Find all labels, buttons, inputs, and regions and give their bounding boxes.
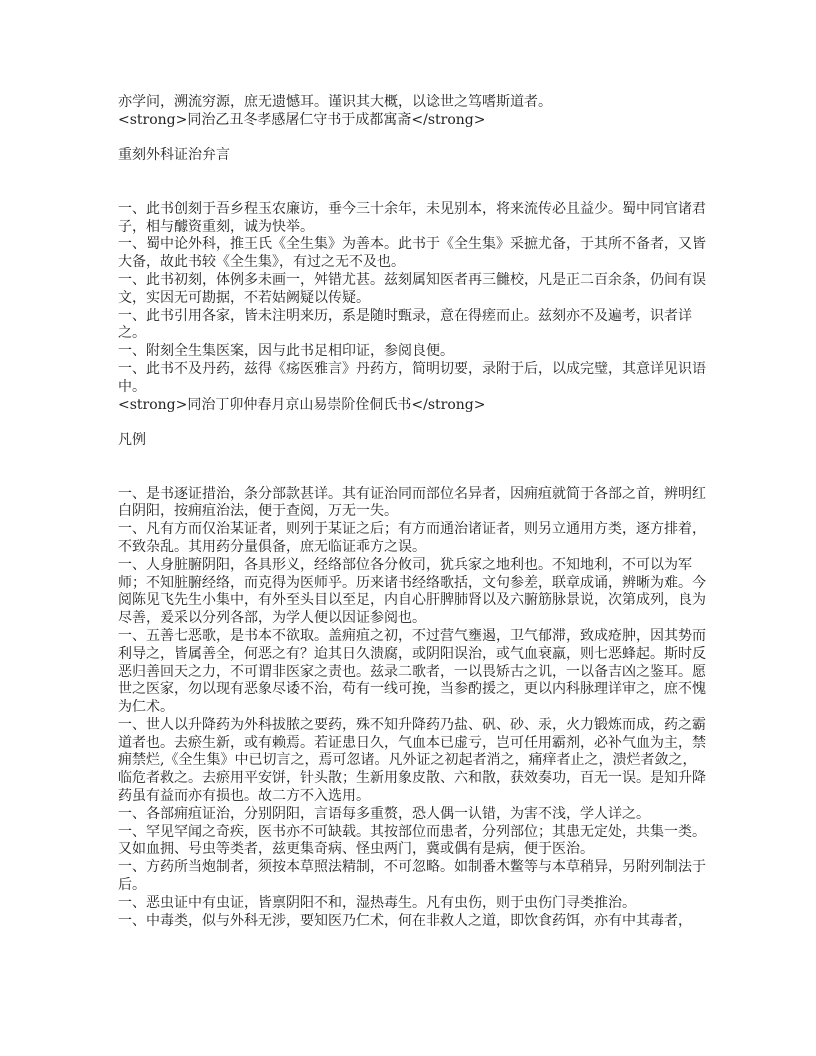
notes-paragraph: 一、各部痈疽证治，分别阴阳，言语每多重赘，恐人偶一认错，为害不浅，学人详之。 [118, 805, 650, 822]
spacer [118, 130, 710, 148]
reprint-preface-title: 重刻外科证治弁言 [118, 147, 230, 164]
reprint-paragraph: 一、此书引用各家，皆未注明来历，系是随时甄录，意在得瘥而止。兹刻亦不及遍考，识者详之。 [118, 307, 692, 342]
preface-signature: <strong>同治乙丑冬孝感屠仁守书于成都寓斋</strong> [118, 111, 486, 128]
reprint-paragraph: 一、蜀中论外科，推王氏《全生集》为善本。此书于《全生集》采摭尤备，于其所不备者，又皆大备，故此书较《全生集》，有过之无不及也。 [118, 236, 706, 271]
reprint-paragraph: 一、此书初刻，体例多未画一，舛错尤甚。兹刻属知医者再三雠校，凡是正二百余条，仍间有误文，实因无可勘据，不若姑阙疑以传疑。 [118, 271, 706, 306]
notes-paragraph: 一、凡有方而仅治某证者，则列于某证之后；有方而通治诸证者，则另立通用方类，逐方排着，不致杂乱。其用药分量俱备，庶无临证乖方之误。 [118, 521, 706, 555]
general-notes-body [118, 486, 710, 931]
notes-paragraph: 一、方药所当炮制者，须按本草照法精制，不可忽略。如制番木鳖等与本草稍异，另附列制法于后。 [118, 859, 706, 894]
reprint-paragraph: 一、附刻全生集医案，因与此书足相印证，参阅良便。 [118, 343, 454, 360]
reprint-paragraph: 一、此书不及丹药，兹得《疡医雅言》丹药方，简明切要，录附于后，以成完璧，其意详见识语中。 [118, 360, 706, 395]
document-page [118, 94, 710, 930]
spacer [118, 450, 710, 486]
preface-tail-text: 亦学问，溯流穷源，庶无遗憾耳。谨识其大概，以谂世之笃嗜斯道者。 [118, 94, 552, 110]
reprint-signature: <strong>同治丁卯仲春月京山易崇阶佺侗氏书</strong> [118, 396, 486, 413]
notes-paragraph: 一、中毒类，似与外科无涉，要知医乃仁术，何在非救人之道，即饮食药饵，亦有中其毒者， [118, 912, 692, 929]
spacer [118, 414, 710, 432]
spacer [118, 165, 710, 201]
reprint-paragraph: 一、此书创刻于吾乡程玉农廉访，垂今三十余年，未见别本，将来流传必且益少。蜀中同官诸君子，相与醵资重刻，诚为快举。 [118, 200, 706, 235]
reprint-preface-body [118, 201, 710, 397]
notes-paragraph: 一、世人以升降药为外科拔脓之要药，殊不知升降药乃盐、矾、砂、汞，火力锻炼而成，药之霸道者也。去瘀生新，或有赖焉。若证患日久，气血本已虚亏，岂可任用霸剂，必补气血为主，禁痈禁烂,《全生集》中已切言之，焉可忽诸。凡外证之初起者消之，痛痒者止之，溃烂者敛之，临危者救之。去瘀用平安饼，针头散；生新用象皮散、六和散，获效奏功，百无一误。是知升降药虽有益而亦有损也。故二方不入选用。 [118, 716, 706, 805]
notes-paragraph: 一、五善七恶歌，是书本不欲取。盖痈疽之初，不过营气壅遏，卫气郁滞，致成疮肿，因其势而利导之，皆属善全，何恶之有？迨其日久溃腐，或阴阳误治，或气血衰羸，则七恶蜂起。斯时反恶归善回天之力，不可谓非医家之责也。兹录二歌者，一以畏矫古之讥，一以备吉凶之鉴耳。愿世之医家，勿以现有恶象尽诿不治，苟有一线可挽，当参酌援之，更以内科脉理详审之，庶不愧为仁术。 [118, 627, 706, 716]
general-notes-title: 凡例 [118, 432, 146, 449]
notes-paragraph: 一、是书逐证措治，条分部款甚详。其有证治同而部位名异者，因痈疽就简于各部之首，辨明红白阴阳，按痈疽治法，便于查阅，万无一失。 [118, 485, 706, 520]
notes-paragraph: 一、恶虫证中有虫证，皆禀阴阳不和，湿热毒生。凡有虫伤，则于虫伤门寻类推治。 [118, 894, 636, 911]
notes-paragraph: 一、人身脏腑阴阳，各具形义，经络部位各分攸司，犹兵家之地利也。不知地利，不可以为军师；不知脏腑经络，而克得为医师乎。历来诸书经络歌括，文句参差，联章成诵，辨晰为难。今阅陈见飞先生小集中，有外至头目以至足，内自心肝脾肺肾以及六腑筋脉景说，次第成列，良为尽善，爰采以分列各部，为学人便以因证参阅也。 [118, 556, 706, 627]
notes-paragraph: 一、罕见罕闻之奇疾，医书亦不可缺载。其按部位而患者，分列部位；其患无定处，共集一类。又如血拥、号虫等类者，兹更集奇病、怪虫两门，冀或偶有是病，便于医治。 [118, 823, 706, 858]
